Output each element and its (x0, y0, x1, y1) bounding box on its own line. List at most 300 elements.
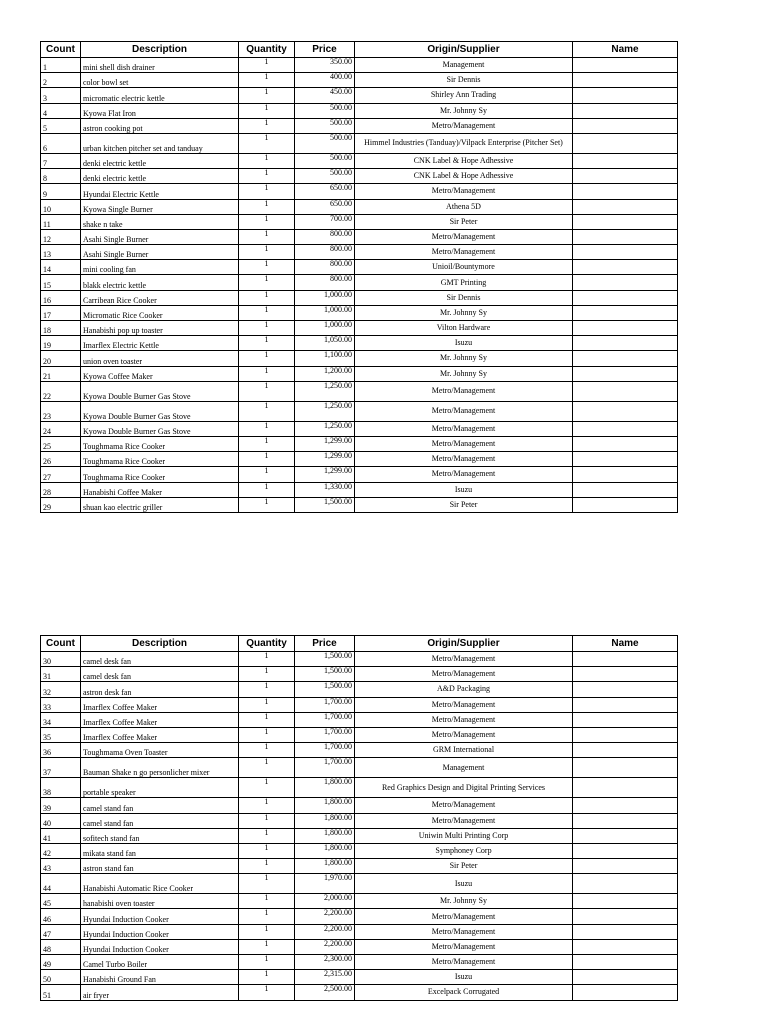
cell-price: 2,200.00 (295, 924, 355, 939)
cell-price: 1,250.00 (295, 401, 355, 421)
cell-name (573, 843, 678, 858)
table-row (41, 401, 678, 421)
cell-description: Hanabishi pop up toaster (81, 321, 239, 336)
cell-description: Hyundai Electric Kettle (81, 184, 239, 199)
cell-origin: Metro/Management (355, 381, 573, 401)
cell-count: 7 (41, 153, 81, 168)
cell-quantity: 1 (239, 58, 295, 73)
cell-quantity: 1 (239, 497, 295, 512)
cell-name (573, 712, 678, 727)
cell-description: Hyundai Induction Cooker (81, 909, 239, 924)
cell-name (573, 103, 678, 118)
cell-count: 1 (41, 58, 81, 73)
cell-count: 8 (41, 169, 81, 184)
header-origin: Origin/Supplier (355, 636, 573, 652)
cell-count: 43 (41, 859, 81, 874)
cell-quantity: 1 (239, 88, 295, 103)
cell-description: color bowl set (81, 73, 239, 88)
table-body (41, 652, 678, 1001)
cell-count: 12 (41, 229, 81, 244)
cell-quantity: 1 (239, 214, 295, 229)
cell-price: 1,100.00 (295, 351, 355, 366)
cell-origin: Excelpack Corrugated (355, 985, 573, 1000)
cell-name (573, 275, 678, 290)
cell-origin: Metro/Management (355, 467, 573, 482)
header-origin: Origin/Supplier (355, 42, 573, 58)
cell-count: 6 (41, 133, 81, 153)
table-row (41, 118, 678, 133)
cell-origin: Metro/Management (355, 813, 573, 828)
cell-description: Kyowa Flat Iron (81, 103, 239, 118)
cell-name (573, 321, 678, 336)
cell-name (573, 245, 678, 260)
cell-price: 400.00 (295, 73, 355, 88)
cell-description: Hyundai Induction Cooker (81, 939, 239, 954)
cell-count: 3 (41, 88, 81, 103)
cell-description: Asahi Single Burner (81, 229, 239, 244)
cell-description: portable speaker (81, 778, 239, 798)
cell-description: Hyundai Induction Cooker (81, 924, 239, 939)
cell-description: astron cooking pot (81, 118, 239, 133)
cell-price: 1,800.00 (295, 859, 355, 874)
cell-origin: Metro/Management (355, 712, 573, 727)
cell-price: 1,800.00 (295, 843, 355, 858)
cell-quantity: 1 (239, 758, 295, 778)
header-description: Description (81, 42, 239, 58)
cell-price: 1,500.00 (295, 667, 355, 682)
table-row (41, 305, 678, 320)
cell-name (573, 88, 678, 103)
cell-description: Imarflex Coffee Maker (81, 727, 239, 742)
table-row (41, 924, 678, 939)
cell-name (573, 813, 678, 828)
cell-description: camel stand fan (81, 813, 239, 828)
cell-origin: CNK Label & Hope Adhessive (355, 169, 573, 184)
cell-name (573, 401, 678, 421)
cell-count: 24 (41, 421, 81, 436)
cell-name (573, 743, 678, 758)
cell-count: 26 (41, 452, 81, 467)
cell-quantity: 1 (239, 652, 295, 667)
cell-quantity: 1 (239, 184, 295, 199)
table-row (41, 245, 678, 260)
cell-name (573, 214, 678, 229)
cell-count: 33 (41, 697, 81, 712)
cell-count: 41 (41, 828, 81, 843)
cell-count: 29 (41, 497, 81, 512)
cell-name (573, 828, 678, 843)
cell-origin: Metro/Management (355, 421, 573, 436)
header-count: Count (41, 636, 81, 652)
cell-origin: Isuzu (355, 874, 573, 894)
gift-table-part-2 (40, 635, 678, 1001)
table-row (41, 798, 678, 813)
cell-name (573, 133, 678, 153)
cell-origin: Vilton Hardware (355, 321, 573, 336)
table-row (41, 381, 678, 401)
cell-origin: Mr. Johnny Sy (355, 366, 573, 381)
cell-origin: Metro/Management (355, 924, 573, 939)
cell-count: 2 (41, 73, 81, 88)
cell-description: shuan kao electric griller (81, 497, 239, 512)
cell-quantity: 1 (239, 153, 295, 168)
table-row (41, 859, 678, 874)
cell-price: 500.00 (295, 133, 355, 153)
cell-quantity: 1 (239, 909, 295, 924)
cell-description: Camel Turbo Boiler (81, 955, 239, 970)
table-row (41, 184, 678, 199)
cell-name (573, 351, 678, 366)
cell-quantity: 1 (239, 103, 295, 118)
cell-quantity: 1 (239, 743, 295, 758)
cell-name (573, 697, 678, 712)
cell-quantity: 1 (239, 118, 295, 133)
cell-quantity: 1 (239, 697, 295, 712)
cell-price: 1,700.00 (295, 712, 355, 727)
cell-count: 30 (41, 652, 81, 667)
cell-description: sofitech stand fan (81, 828, 239, 843)
cell-count: 34 (41, 712, 81, 727)
cell-count: 28 (41, 482, 81, 497)
table-row (41, 169, 678, 184)
cell-description: Kyowa Double Burner Gas Stove (81, 421, 239, 436)
cell-description: Micromatic Rice Cooker (81, 305, 239, 320)
table-row (41, 843, 678, 858)
cell-quantity: 1 (239, 436, 295, 451)
cell-origin: Metro/Management (355, 436, 573, 451)
cell-count: 31 (41, 667, 81, 682)
cell-price: 800.00 (295, 245, 355, 260)
table-row (41, 712, 678, 727)
cell-quantity: 1 (239, 682, 295, 697)
cell-quantity: 1 (239, 712, 295, 727)
cell-price: 2,000.00 (295, 894, 355, 909)
cell-price: 650.00 (295, 184, 355, 199)
cell-name (573, 184, 678, 199)
table-row (41, 727, 678, 742)
cell-description: denki electric kettle (81, 169, 239, 184)
table-row (41, 467, 678, 482)
table-row (41, 970, 678, 985)
gift-table-part-1 (40, 41, 678, 513)
cell-description: urban kitchen pitcher set and tanduay (81, 133, 239, 153)
cell-quantity: 1 (239, 813, 295, 828)
cell-price: 350.00 (295, 58, 355, 73)
cell-quantity: 1 (239, 401, 295, 421)
cell-origin: Metro/Management (355, 909, 573, 924)
cell-origin: Management (355, 758, 573, 778)
cell-description: Imarflex Electric Kettle (81, 336, 239, 351)
cell-name (573, 260, 678, 275)
cell-name (573, 73, 678, 88)
cell-quantity: 1 (239, 482, 295, 497)
cell-count: 23 (41, 401, 81, 421)
table-row (41, 73, 678, 88)
cell-price: 800.00 (295, 229, 355, 244)
cell-description: camel desk fan (81, 667, 239, 682)
cell-price: 1,050.00 (295, 336, 355, 351)
table-row (41, 497, 678, 512)
header-row (41, 42, 678, 58)
cell-description: mikata stand fan (81, 843, 239, 858)
table-row (41, 874, 678, 894)
header-row (41, 636, 678, 652)
cell-name (573, 169, 678, 184)
cell-description: air fryer (81, 985, 239, 1000)
cell-description: camel stand fan (81, 798, 239, 813)
cell-price: 1,299.00 (295, 467, 355, 482)
cell-price: 2,500.00 (295, 985, 355, 1000)
cell-origin: CNK Label & Hope Adhessive (355, 153, 573, 168)
cell-name (573, 305, 678, 320)
cell-origin: Himmel Industries (Tanduay)/Vilpack Enterprise (Pitcher Set) (355, 133, 573, 153)
table-row (41, 667, 678, 682)
cell-quantity: 1 (239, 828, 295, 843)
cell-count: 39 (41, 798, 81, 813)
table-row (41, 436, 678, 451)
cell-count: 44 (41, 874, 81, 894)
cell-origin: Metro/Management (355, 727, 573, 742)
cell-origin: Red Graphics Design and Digital Printing Services (355, 778, 573, 798)
cell-origin: Isuzu (355, 482, 573, 497)
cell-price: 1,299.00 (295, 452, 355, 467)
cell-name (573, 290, 678, 305)
cell-price: 1,700.00 (295, 727, 355, 742)
cell-origin: Mr. Johnny Sy (355, 894, 573, 909)
table-row (41, 153, 678, 168)
cell-price: 1,800.00 (295, 813, 355, 828)
cell-count: 19 (41, 336, 81, 351)
cell-origin: Metro/Management (355, 184, 573, 199)
cell-name (573, 778, 678, 798)
cell-quantity: 1 (239, 970, 295, 985)
cell-count: 5 (41, 118, 81, 133)
cell-origin: Unioil/Bountymore (355, 260, 573, 275)
cell-price: 1,000.00 (295, 321, 355, 336)
cell-quantity: 1 (239, 778, 295, 798)
cell-origin: Athena 5D (355, 199, 573, 214)
cell-quantity: 1 (239, 727, 295, 742)
table-body (41, 58, 678, 513)
cell-origin: Metro/Management (355, 798, 573, 813)
cell-price: 650.00 (295, 199, 355, 214)
cell-origin: A&D Packaging (355, 682, 573, 697)
cell-description: union oven toaster (81, 351, 239, 366)
cell-quantity: 1 (239, 73, 295, 88)
cell-name (573, 859, 678, 874)
cell-quantity: 1 (239, 351, 295, 366)
table-row (41, 336, 678, 351)
cell-origin: Metro/Management (355, 401, 573, 421)
table-row (41, 743, 678, 758)
cell-price: 700.00 (295, 214, 355, 229)
cell-price: 1,000.00 (295, 305, 355, 320)
cell-name (573, 58, 678, 73)
cell-origin: Metro/Management (355, 229, 573, 244)
cell-origin: Sir Dennis (355, 73, 573, 88)
cell-origin: Sir Dennis (355, 290, 573, 305)
cell-name (573, 667, 678, 682)
table-row (41, 58, 678, 73)
cell-quantity: 1 (239, 336, 295, 351)
cell-count: 4 (41, 103, 81, 118)
cell-description: blakk electric kettle (81, 275, 239, 290)
cell-description: Hanabishi Coffee Maker (81, 482, 239, 497)
cell-count: 17 (41, 305, 81, 320)
cell-price: 2,315.00 (295, 970, 355, 985)
table-row (41, 955, 678, 970)
cell-origin: Metro/Management (355, 452, 573, 467)
cell-count: 20 (41, 351, 81, 366)
cell-description: Toughmama Rice Cooker (81, 436, 239, 451)
cell-count: 32 (41, 682, 81, 697)
cell-quantity: 1 (239, 366, 295, 381)
cell-description: Toughmama Rice Cooker (81, 467, 239, 482)
cell-price: 2,200.00 (295, 909, 355, 924)
table-row (41, 214, 678, 229)
cell-origin: Symphoney Corp (355, 843, 573, 858)
table-row (41, 103, 678, 118)
table-row (41, 260, 678, 275)
cell-count: 36 (41, 743, 81, 758)
cell-name (573, 970, 678, 985)
table-row (41, 985, 678, 1000)
table-row (41, 894, 678, 909)
table-row (41, 366, 678, 381)
cell-count: 46 (41, 909, 81, 924)
cell-count: 15 (41, 275, 81, 290)
cell-price: 500.00 (295, 103, 355, 118)
cell-origin: Mr. Johnny Sy (355, 305, 573, 320)
cell-origin: Sir Peter (355, 497, 573, 512)
cell-name (573, 652, 678, 667)
table-row (41, 813, 678, 828)
cell-description: Toughmama Rice Cooker (81, 452, 239, 467)
cell-name (573, 985, 678, 1000)
cell-name (573, 939, 678, 954)
table-row (41, 828, 678, 843)
cell-count: 47 (41, 924, 81, 939)
cell-quantity: 1 (239, 924, 295, 939)
cell-description: Imarflex Coffee Maker (81, 712, 239, 727)
table-row (41, 682, 678, 697)
header-name: Name (573, 636, 678, 652)
cell-count: 37 (41, 758, 81, 778)
table-row (41, 351, 678, 366)
cell-name (573, 955, 678, 970)
cell-quantity: 1 (239, 843, 295, 858)
cell-origin: Isuzu (355, 336, 573, 351)
cell-origin: Metro/Management (355, 245, 573, 260)
header-quantity: Quantity (239, 636, 295, 652)
cell-count: 42 (41, 843, 81, 858)
cell-price: 800.00 (295, 275, 355, 290)
table-row (41, 199, 678, 214)
cell-price: 2,300.00 (295, 955, 355, 970)
header-count: Count (41, 42, 81, 58)
cell-name (573, 229, 678, 244)
cell-price: 1,700.00 (295, 743, 355, 758)
cell-quantity: 1 (239, 859, 295, 874)
table-row (41, 909, 678, 924)
cell-price: 1,800.00 (295, 778, 355, 798)
header-price: Price (295, 636, 355, 652)
cell-description: Toughmama Oven Toaster (81, 743, 239, 758)
cell-price: 1,500.00 (295, 682, 355, 697)
cell-quantity: 1 (239, 874, 295, 894)
header-quantity: Quantity (239, 42, 295, 58)
cell-name (573, 153, 678, 168)
cell-quantity: 1 (239, 467, 295, 482)
cell-description: Kyowa Double Burner Gas Stove (81, 381, 239, 401)
cell-description: astron desk fan (81, 682, 239, 697)
cell-origin: Sir Peter (355, 214, 573, 229)
cell-name (573, 366, 678, 381)
cell-description: Bauman Shake n go personlicher mixer (81, 758, 239, 778)
cell-quantity: 1 (239, 955, 295, 970)
cell-description: mini shell dish drainer (81, 58, 239, 73)
cell-name (573, 452, 678, 467)
cell-origin: GMT Printing (355, 275, 573, 290)
cell-description: Kyowa Single Burner (81, 199, 239, 214)
cell-name (573, 874, 678, 894)
cell-description: astron stand fan (81, 859, 239, 874)
cell-name (573, 482, 678, 497)
cell-description: Asahi Single Burner (81, 245, 239, 260)
cell-name (573, 727, 678, 742)
cell-origin: Isuzu (355, 970, 573, 985)
cell-description: Hanabishi Automatic Rice Cooker (81, 874, 239, 894)
cell-origin: Mr. Johnny Sy (355, 103, 573, 118)
cell-count: 51 (41, 985, 81, 1000)
cell-description: Imarflex Coffee Maker (81, 697, 239, 712)
cell-count: 50 (41, 970, 81, 985)
table-row (41, 321, 678, 336)
cell-price: 1,500.00 (295, 652, 355, 667)
cell-quantity: 1 (239, 275, 295, 290)
cell-origin: Uniwin Multi Printing Corp (355, 828, 573, 843)
cell-quantity: 1 (239, 305, 295, 320)
cell-name (573, 467, 678, 482)
cell-price: 500.00 (295, 118, 355, 133)
cell-price: 500.00 (295, 153, 355, 168)
cell-quantity: 1 (239, 199, 295, 214)
cell-quantity: 1 (239, 667, 295, 682)
cell-description: Kyowa Coffee Maker (81, 366, 239, 381)
cell-price: 800.00 (295, 260, 355, 275)
table-row (41, 421, 678, 436)
cell-count: 16 (41, 290, 81, 305)
cell-price: 1,299.00 (295, 436, 355, 451)
cell-description: micromatic electric kettle (81, 88, 239, 103)
cell-origin: Metro/Management (355, 652, 573, 667)
cell-description: hanabishi oven toaster (81, 894, 239, 909)
cell-price: 1,700.00 (295, 697, 355, 712)
cell-quantity: 1 (239, 290, 295, 305)
cell-count: 38 (41, 778, 81, 798)
cell-price: 1,330.00 (295, 482, 355, 497)
cell-origin: Management (355, 58, 573, 73)
cell-count: 40 (41, 813, 81, 828)
cell-description: camel desk fan (81, 652, 239, 667)
table-row (41, 652, 678, 667)
table-row (41, 482, 678, 497)
table-row (41, 697, 678, 712)
cell-origin: Shirley Ann Trading (355, 88, 573, 103)
cell-price: 1,800.00 (295, 798, 355, 813)
cell-quantity: 1 (239, 421, 295, 436)
cell-price: 1,200.00 (295, 366, 355, 381)
